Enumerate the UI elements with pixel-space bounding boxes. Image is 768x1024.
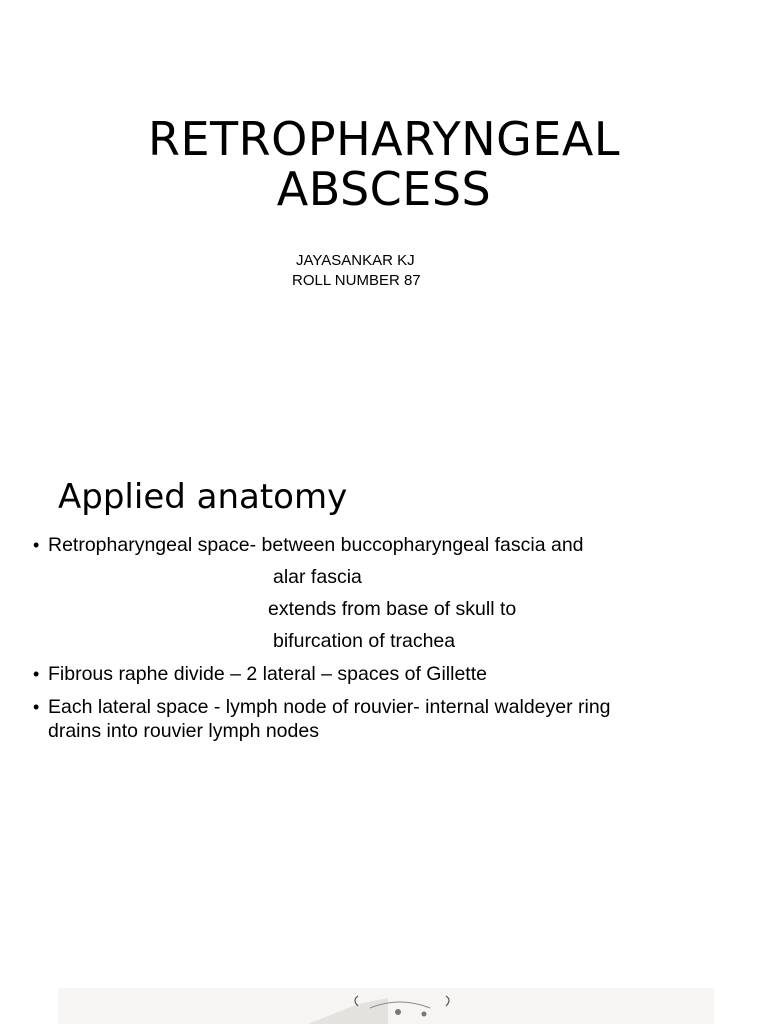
bullet-1-line-1: Retropharyngeal space- between buccopharyngeal fascia and — [48, 534, 584, 556]
bullet-1-line-2: alar fascia — [273, 566, 362, 588]
presenter-name: JAYASANKAR KJ — [296, 252, 415, 269]
bullet-marker: • — [33, 535, 40, 555]
title-line-1: RETROPHARYNGEAL — [148, 112, 620, 166]
next-slide-preview — [58, 988, 714, 1024]
bullet-2-text: Fibrous raphe divide – 2 lateral – spaces of Gillette — [48, 663, 487, 685]
title-line-2: ABSCESS — [276, 162, 492, 216]
bullet-1-line-4: bifurcation of trachea — [273, 630, 456, 652]
bullet-3-line-2: drains into rouvier lymph nodes — [48, 720, 319, 742]
bullet-1-line-3: extends from base of skull to — [268, 598, 517, 620]
bullet-marker: • — [33, 664, 40, 684]
roll-number: ROLL NUMBER 87 — [292, 272, 421, 289]
presentation-title — [0, 114, 768, 214]
title-slide — [0, 0, 768, 420]
bullet-marker: • — [33, 697, 40, 717]
slide-title: Applied anatomy — [58, 477, 348, 517]
content-slide — [0, 420, 768, 1024]
bullet-3-line-1: Each lateral space - lymph node of rouvier- internal waldeyer ring — [48, 696, 611, 718]
decorative-artwork — [58, 988, 714, 1024]
